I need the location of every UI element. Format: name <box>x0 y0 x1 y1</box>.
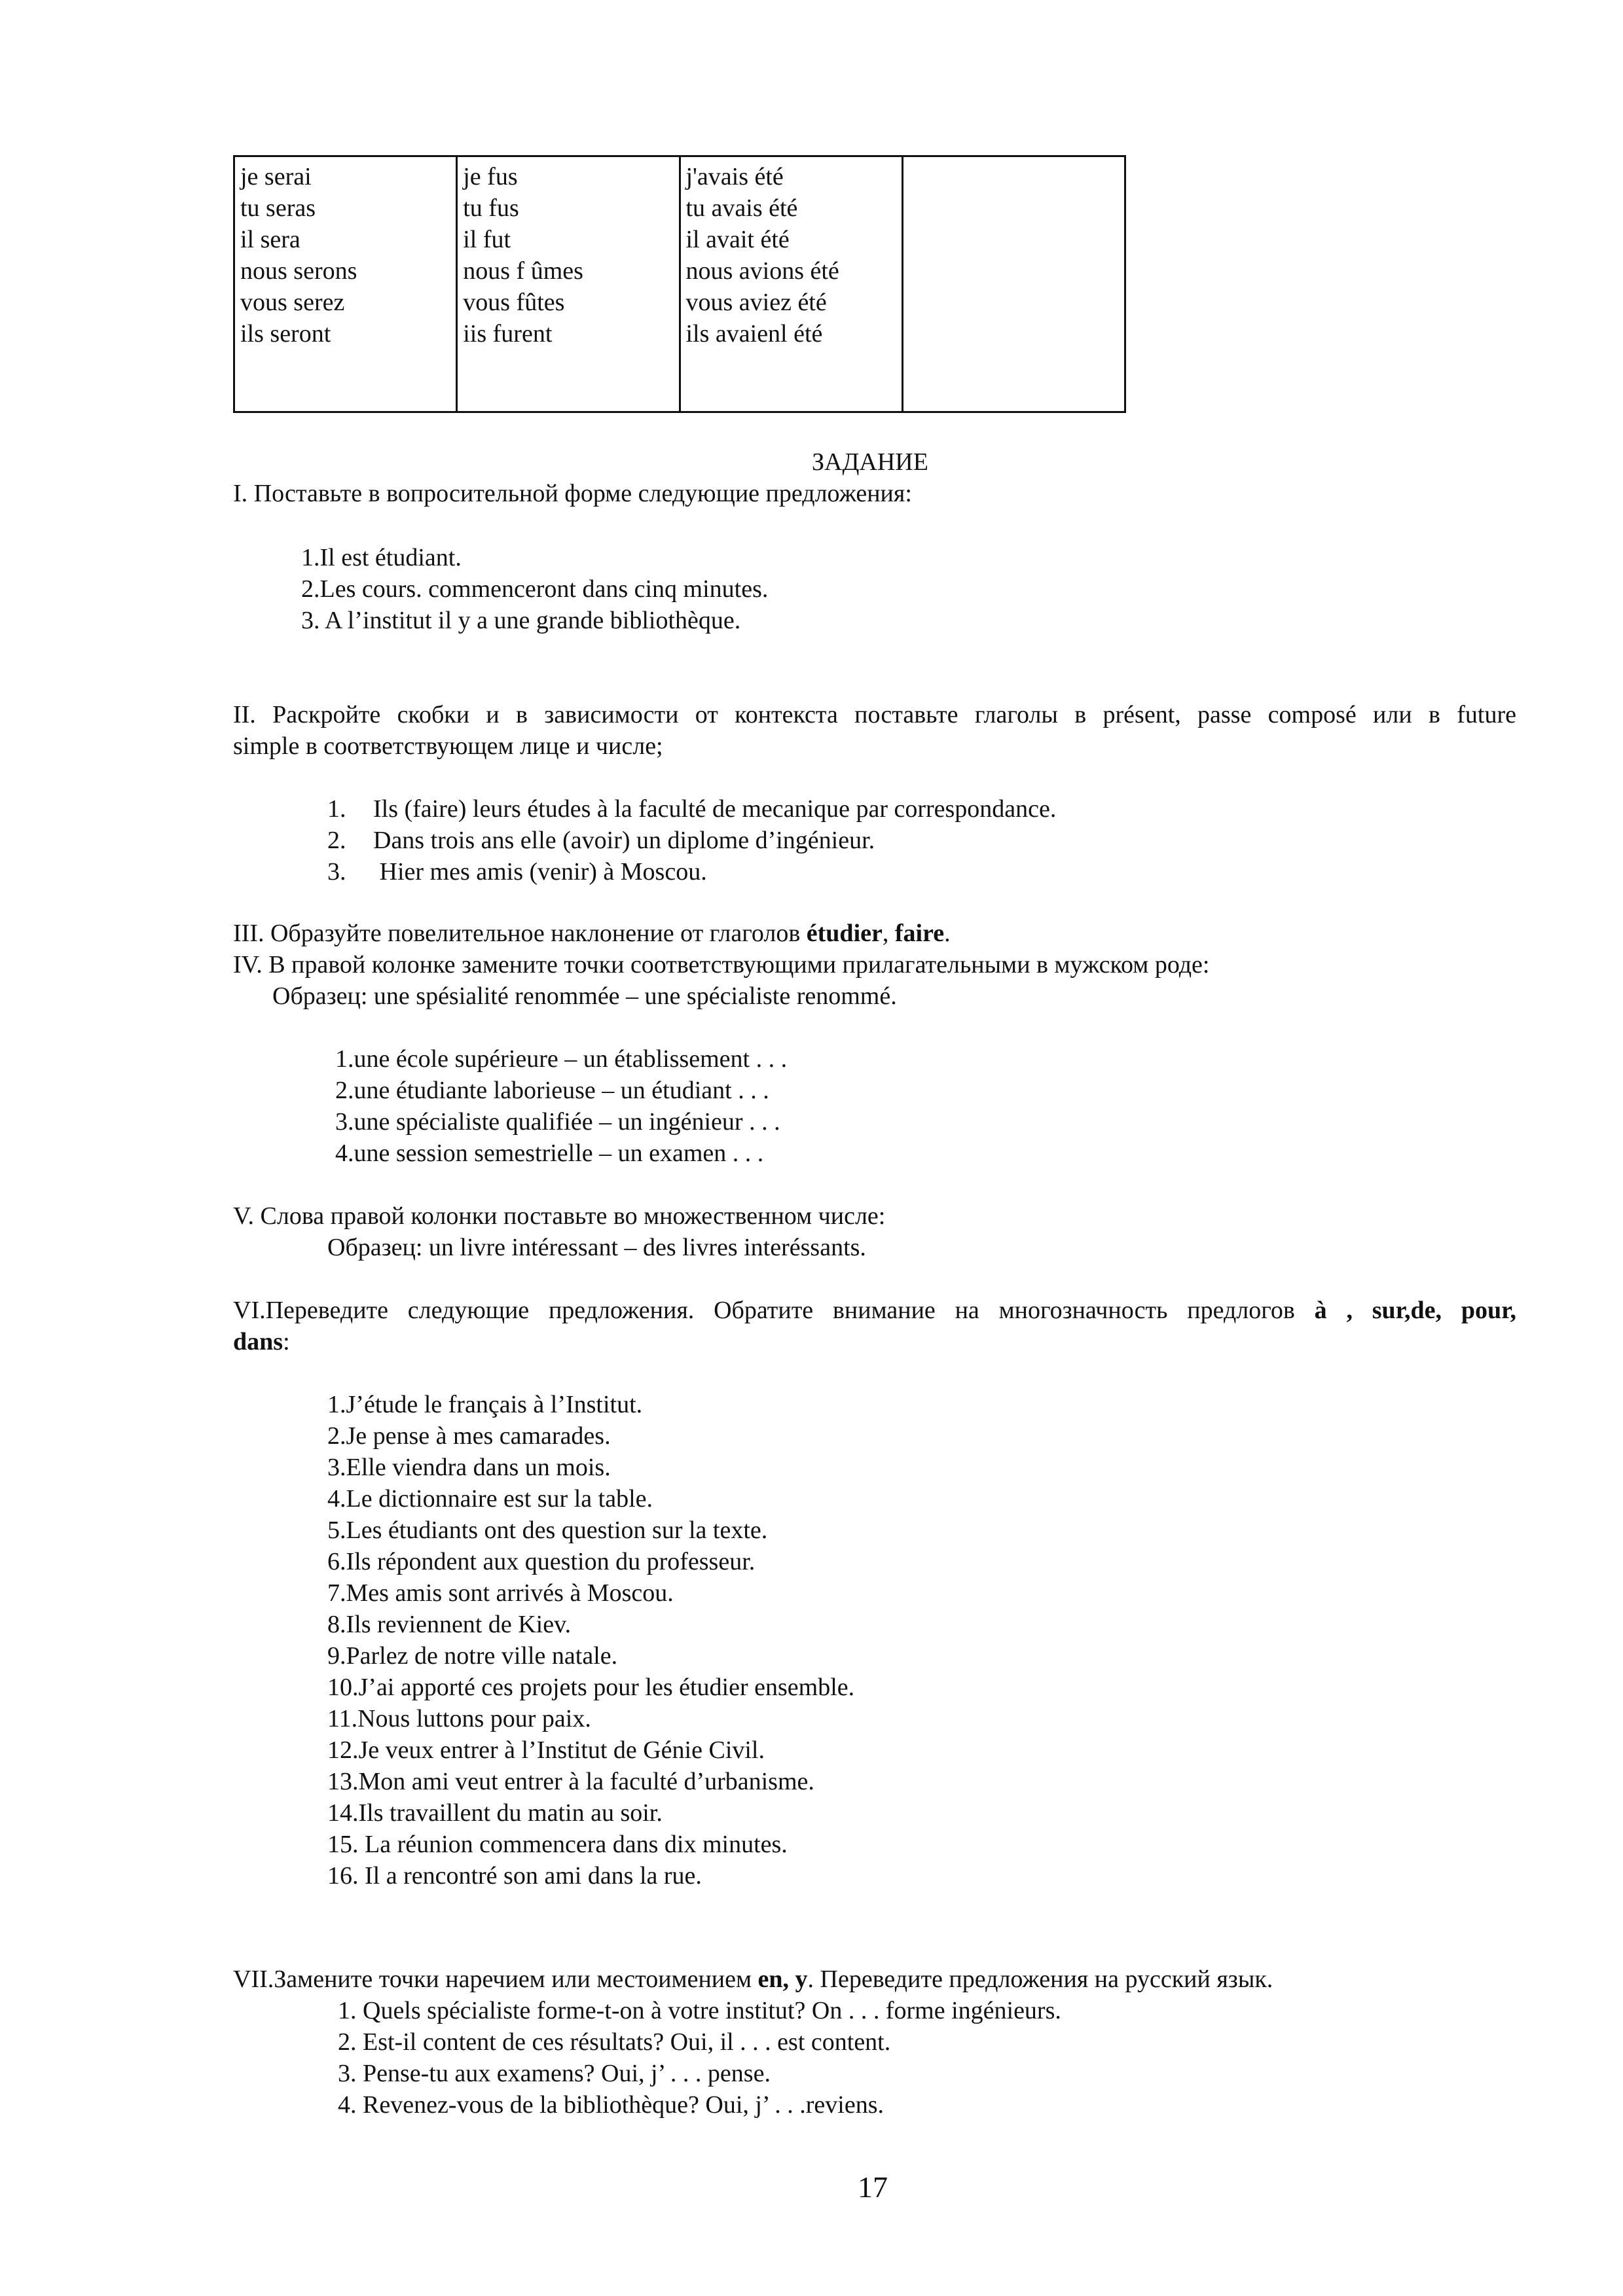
table-cell-empty <box>902 156 1125 412</box>
task7-heading <box>233 1964 1516 1995</box>
task3-separator: , <box>882 920 895 947</box>
list-item: 9.Parlez de notre ville natale. <box>327 1642 618 1670</box>
list-item: 2.Je pense à mes camarades. <box>327 1422 611 1450</box>
table-line: vous fûtes <box>463 289 565 316</box>
table-line: ils avaienl été <box>685 320 823 348</box>
task2-list <box>327 793 1056 888</box>
list-item <box>327 856 1056 888</box>
table-line: vous serez <box>240 289 345 316</box>
table-line: tu fus <box>463 194 519 222</box>
task5-example: Образец: un livre intéressant – des livres interéssants. <box>327 1234 866 1261</box>
item-text: Hier mes amis (venir) à Moscou. <box>373 858 707 886</box>
task5-heading: V. Слова правой колонки поставьте во множественном числе: <box>233 1202 886 1230</box>
list-item: 3. A l’institut il y a une grande bibliothèque. <box>301 607 741 634</box>
conjugation-table <box>233 155 1126 413</box>
table-line: il avait été <box>685 226 790 253</box>
list-item: 2.Les cours. commenceront dans cinq minutes. <box>301 575 769 603</box>
table-row <box>234 156 1125 412</box>
task3-suffix: . <box>944 920 951 947</box>
list-item: 15. La réunion commencera dans dix minutes. <box>327 1831 788 1858</box>
task3-verb-etudier: étudier <box>806 920 883 947</box>
list-item: 1.une école supérieure – un établissement . . . <box>335 1045 788 1073</box>
task6-heading-line2 <box>233 1326 1516 1357</box>
list-item: 3.Elle viendra dans un mois. <box>327 1454 611 1481</box>
table-line: tu avais été <box>685 194 798 222</box>
task1-list <box>301 542 768 636</box>
task6-heading-colon: : <box>283 1328 290 1355</box>
table-line: il sera <box>240 226 301 253</box>
page-number: 17 <box>858 2170 888 2204</box>
list-item <box>327 825 1056 856</box>
list-item: 5.Les étudiants ont des question sur la texte. <box>327 1516 768 1544</box>
list-item: 1. Quels spécialiste forme-t-on à votre institut? On . . . forme ingénieurs. <box>338 1997 1061 2024</box>
list-item: 3. Pense-tu aux examens? Oui, j’ . . . pense. <box>338 2060 771 2087</box>
task7-heading-bold: en, y <box>757 1965 808 1993</box>
task6-list <box>327 1389 854 1892</box>
list-item: 16. Il a rencontré son ami dans la rue. <box>327 1862 702 1890</box>
task3-verb-faire: faire <box>894 920 945 947</box>
task6-heading-line1 <box>233 1295 1516 1326</box>
item-text: Dans trois ans elle (avoir) un diplome d’ingénieur. <box>373 827 875 854</box>
item-text: Ils (faire) leurs études à la faculté de mecanique par correspondance. <box>373 795 1057 823</box>
task1-heading: I. Поставьте в вопросительной форме следующие предложения: <box>233 480 912 507</box>
list-item <box>327 793 1056 825</box>
table-line: il fut <box>463 226 511 253</box>
task4-example: Образец: une spésialité renommée – une spécialiste renommé. <box>272 982 897 1010</box>
task7-heading-suffix: . Переведите предложения на русский язык. <box>807 1965 1273 1993</box>
task6-heading-prefix: VI.Переведите следующие предложения. Обратите внимание на многозначность предлогов <box>233 1297 1315 1324</box>
task7-heading-prefix: VII.Замените точки наречием или местоимением <box>233 1965 758 1993</box>
list-item: 1.J’étude le français à l’Institut. <box>327 1391 643 1418</box>
task2-heading-line1: II. Раскройте скобки и в зависимости от контекста поставьте глаголы в présent, passe composé или в future <box>233 701 1516 728</box>
list-item: 3.une spécialiste qualifiée – un ingénieur . . . <box>335 1108 780 1136</box>
table-line: vous aviez été <box>685 289 827 316</box>
list-item: 1.Il est étudiant. <box>301 544 462 571</box>
list-item: 7.Mes amis sont arrivés à Moscou. <box>327 1579 674 1607</box>
list-item: 2.une étudiante laborieuse – un étudiant . . . <box>335 1077 769 1104</box>
task4-heading: IV. В правой колонке замените точки соответствующими прилагательными в мужском роде: <box>233 951 1210 978</box>
table-line: ils seront <box>240 320 331 348</box>
table-cell-plus-que-parfait <box>680 156 902 412</box>
item-number: 1. <box>327 795 346 823</box>
task3-heading <box>233 918 1516 949</box>
list-item: 4.une session semestrielle – un examen . . . <box>335 1139 764 1167</box>
task6-heading-dans: dans <box>233 1328 283 1355</box>
item-number: 2. <box>327 827 346 854</box>
section-title: ЗАДАНИЕ <box>812 448 928 476</box>
task2-heading-line2: simple в соответствующем лице и числе; <box>233 732 663 760</box>
list-item: 4. Revenez-vous de la bibliothèque? Oui, j’ . . .reviens. <box>338 2091 884 2119</box>
list-item: 10.J’ai apporté ces projets pour les étudier ensemble. <box>327 1674 855 1701</box>
task7-list <box>338 1995 1061 2121</box>
item-number: 3. <box>327 858 346 886</box>
table-line: tu seras <box>240 194 316 222</box>
table-cell-passe-simple <box>457 156 680 412</box>
task6-heading-bold: à , sur,de, pour, <box>1314 1297 1516 1324</box>
list-item: 13.Mon ami veut entrer à la faculté d’urbanisme. <box>327 1768 814 1795</box>
table-line: j'avais été <box>685 163 784 190</box>
table-cell-futur-simple <box>234 156 457 412</box>
table-line: nous serons <box>240 257 357 285</box>
list-item: 8.Ils reviennent de Kiev. <box>327 1611 572 1638</box>
table-line: je serai <box>240 163 312 190</box>
list-item: 14.Ils travaillent du matin au soir. <box>327 1799 663 1827</box>
task3-prefix: III. Образуйте повелительное наклонение от глаголов <box>233 920 807 947</box>
list-item: 11.Nous luttons pour paix. <box>327 1705 591 1732</box>
table-line: je fus <box>463 163 518 190</box>
list-item: 12.Je veux entrer à l’Institut de Génie Civil. <box>327 1736 765 1764</box>
task4-list <box>335 1043 787 1169</box>
table-line: nous f ûmes <box>463 257 583 285</box>
list-item: 4.Le dictionnaire est sur la table. <box>327 1485 653 1513</box>
list-item: 6.Ils répondent aux question du professeur. <box>327 1548 756 1575</box>
table-line: iis furent <box>463 320 553 348</box>
list-item: 2. Est-il content de ces résultats? Oui, il . . . est content. <box>338 2028 891 2056</box>
table-line: nous avions été <box>685 257 839 285</box>
